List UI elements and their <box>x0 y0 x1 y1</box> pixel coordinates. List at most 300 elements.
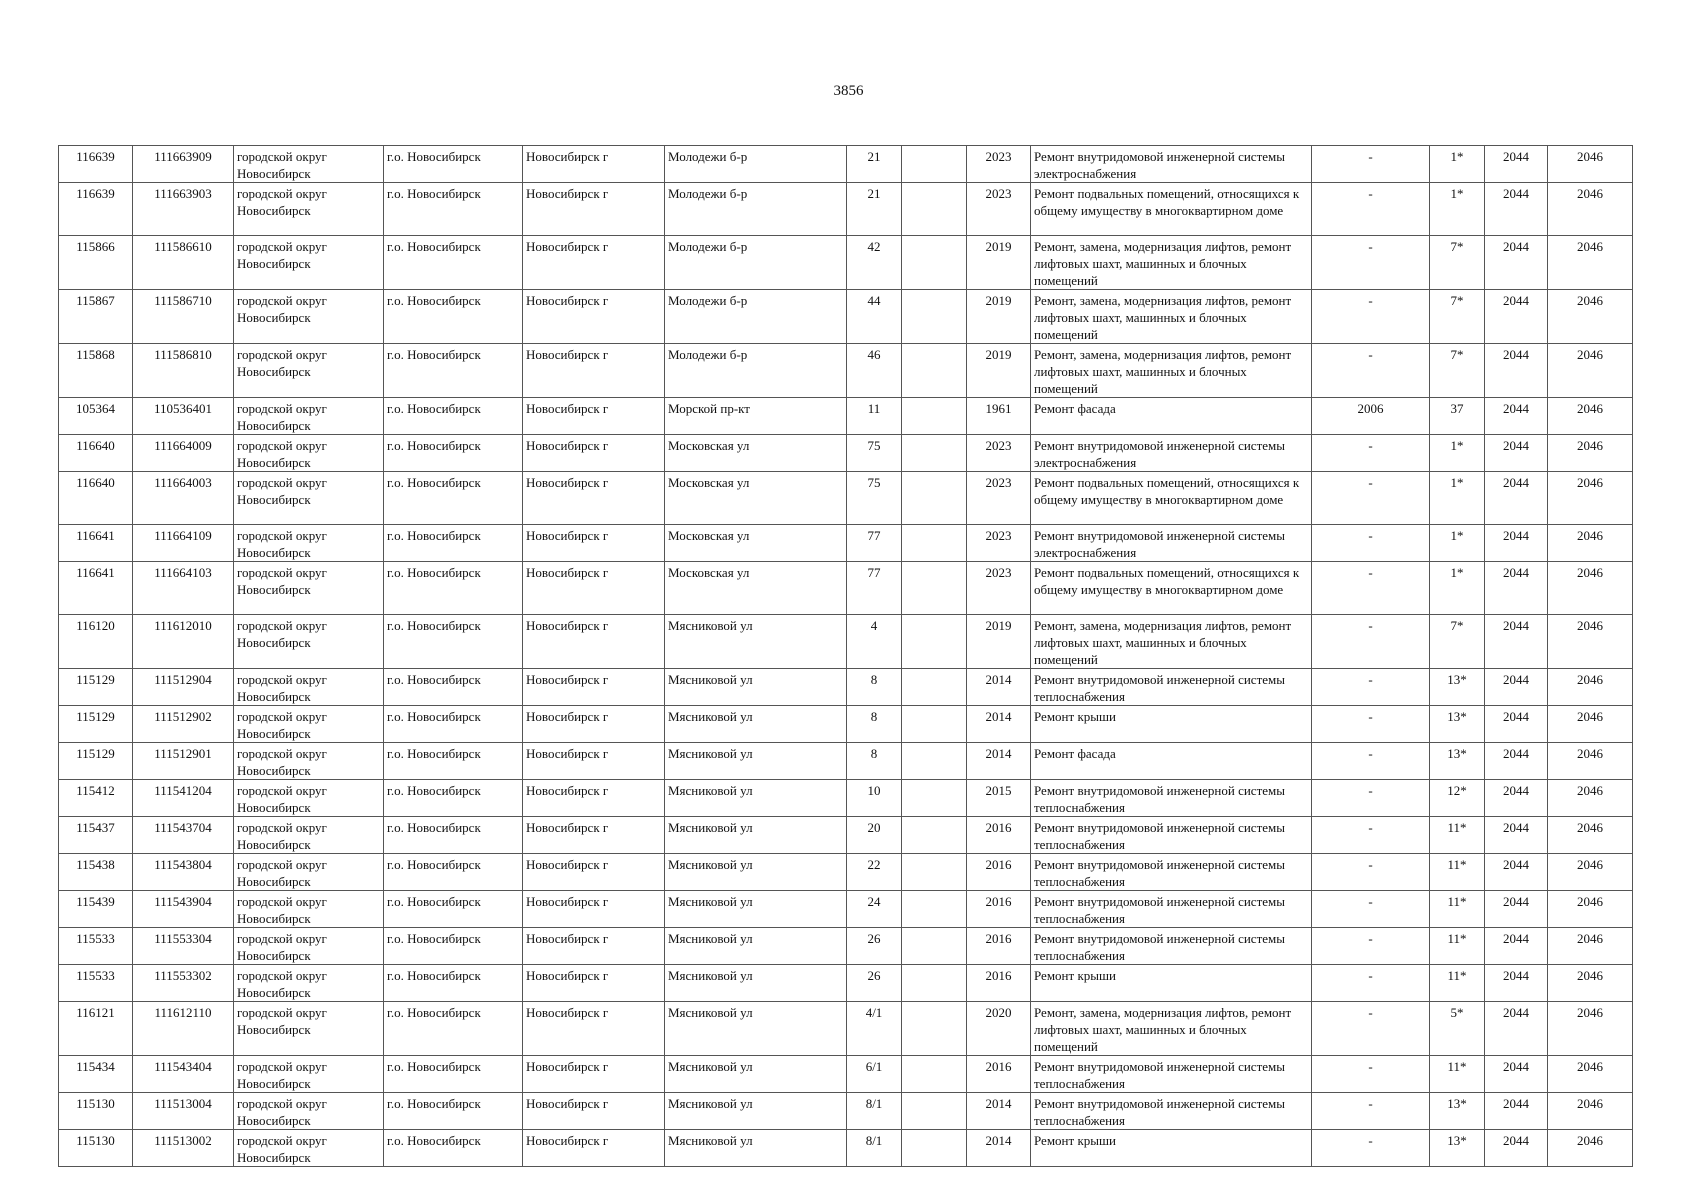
cell-plan-end-year: 2046 <box>1548 290 1633 344</box>
cell-work-id: 111553304 <box>133 928 234 965</box>
cell-building <box>902 965 967 1002</box>
cell-work-id: 111612110 <box>133 1002 234 1056</box>
cell-building <box>902 146 967 183</box>
table-row <box>59 965 1633 1002</box>
cell-building <box>902 472 967 525</box>
cell-district: г.о. Новосибирск <box>384 854 523 891</box>
cell-house-id: 116121 <box>59 1002 133 1056</box>
cell-city: Новосибирск г <box>523 1130 665 1167</box>
cell-commission-year: 2016 <box>967 817 1031 854</box>
cell-plan-start-year: 2044 <box>1485 706 1548 743</box>
cell-city: Новосибирск г <box>523 965 665 1002</box>
cell-city: Новосибирск г <box>523 743 665 780</box>
cell-last-repair-year: - <box>1312 435 1430 472</box>
cell-district: г.о. Новосибирск <box>384 525 523 562</box>
cell-plan-end-year: 2046 <box>1548 669 1633 706</box>
cell-last-repair-year: - <box>1312 928 1430 965</box>
cell-work-id: 111664003 <box>133 472 234 525</box>
cell-commission-year: 2020 <box>967 1002 1031 1056</box>
cell-house-number: 6/1 <box>847 1056 902 1093</box>
cell-house-id: 115129 <box>59 669 133 706</box>
cell-plan-end-year: 2046 <box>1548 236 1633 290</box>
cell-plan-end-year: 2046 <box>1548 706 1633 743</box>
cell-commission-year: 2014 <box>967 1130 1031 1167</box>
cell-municipality: городской округ Новосибирск <box>234 965 384 1002</box>
cell-wear-value: 1* <box>1430 472 1485 525</box>
table-row <box>59 183 1633 236</box>
cell-plan-start-year: 2044 <box>1485 615 1548 669</box>
table-row <box>59 1056 1633 1093</box>
cell-city: Новосибирск г <box>523 615 665 669</box>
cell-wear-value: 11* <box>1430 928 1485 965</box>
cell-district: г.о. Новосибирск <box>384 183 523 236</box>
cell-house-number: 77 <box>847 525 902 562</box>
cell-municipality: городской округ Новосибирск <box>234 562 384 615</box>
cell-last-repair-year: - <box>1312 743 1430 780</box>
cell-city: Новосибирск г <box>523 236 665 290</box>
cell-work-id: 111513002 <box>133 1130 234 1167</box>
cell-wear-value: 13* <box>1430 743 1485 780</box>
cell-commission-year: 2016 <box>967 854 1031 891</box>
cell-district: г.о. Новосибирск <box>384 398 523 435</box>
cell-commission-year: 2016 <box>967 928 1031 965</box>
cell-district: г.о. Новосибирск <box>384 780 523 817</box>
cell-house-number: 8 <box>847 706 902 743</box>
cell-building <box>902 743 967 780</box>
cell-city: Новосибирск г <box>523 344 665 398</box>
cell-plan-end-year: 2046 <box>1548 525 1633 562</box>
cell-last-repair-year: 2006 <box>1312 398 1430 435</box>
cell-house-number: 24 <box>847 891 902 928</box>
cell-work-type: Ремонт внутридомовой инженерной системы теплоснабжения <box>1031 928 1312 965</box>
cell-work-type: Ремонт, замена, модернизация лифтов, ремонт лифтовых шахт, машинных и блочных помещений <box>1031 344 1312 398</box>
cell-house-id: 116641 <box>59 562 133 615</box>
cell-street: Мясниковой ул <box>665 706 847 743</box>
cell-building <box>902 1056 967 1093</box>
cell-house-number: 20 <box>847 817 902 854</box>
cell-city: Новосибирск г <box>523 891 665 928</box>
register-body <box>59 146 1633 1167</box>
cell-commission-year: 2014 <box>967 1093 1031 1130</box>
cell-plan-start-year: 2044 <box>1485 928 1548 965</box>
cell-district: г.о. Новосибирск <box>384 965 523 1002</box>
cell-last-repair-year: - <box>1312 344 1430 398</box>
cell-building <box>902 928 967 965</box>
cell-house-id: 115129 <box>59 706 133 743</box>
cell-city: Новосибирск г <box>523 562 665 615</box>
cell-work-id: 111586610 <box>133 236 234 290</box>
cell-municipality: городской округ Новосибирск <box>234 1002 384 1056</box>
cell-city: Новосибирск г <box>523 146 665 183</box>
table-row <box>59 743 1633 780</box>
cell-commission-year: 2019 <box>967 615 1031 669</box>
cell-plan-end-year: 2046 <box>1548 146 1633 183</box>
register-table <box>58 145 1633 1167</box>
cell-commission-year: 2019 <box>967 236 1031 290</box>
cell-municipality: городской округ Новосибирск <box>234 854 384 891</box>
cell-building <box>902 236 967 290</box>
table-row <box>59 236 1633 290</box>
cell-plan-start-year: 2044 <box>1485 146 1548 183</box>
table-row <box>59 525 1633 562</box>
cell-building <box>902 435 967 472</box>
cell-house-id: 115412 <box>59 780 133 817</box>
cell-district: г.о. Новосибирск <box>384 928 523 965</box>
cell-work-type: Ремонт крыши <box>1031 1130 1312 1167</box>
cell-building <box>902 1093 967 1130</box>
cell-city: Новосибирск г <box>523 669 665 706</box>
cell-plan-end-year: 2046 <box>1548 1093 1633 1130</box>
cell-work-type: Ремонт фасада <box>1031 743 1312 780</box>
cell-work-type: Ремонт, замена, модернизация лифтов, ремонт лифтовых шахт, машинных и блочных помещений <box>1031 290 1312 344</box>
cell-building <box>902 562 967 615</box>
cell-house-number: 10 <box>847 780 902 817</box>
table-row <box>59 706 1633 743</box>
cell-street: Молодежи б-р <box>665 290 847 344</box>
cell-plan-start-year: 2044 <box>1485 435 1548 472</box>
cell-house-number: 4 <box>847 615 902 669</box>
table-row <box>59 472 1633 525</box>
cell-plan-end-year: 2046 <box>1548 562 1633 615</box>
cell-municipality: городской округ Новосибирск <box>234 472 384 525</box>
cell-wear-value: 1* <box>1430 183 1485 236</box>
cell-work-type: Ремонт подвальных помещений, относящихся к общему имуществу в многоквартирном доме <box>1031 472 1312 525</box>
cell-municipality: городской округ Новосибирск <box>234 928 384 965</box>
cell-municipality: городской округ Новосибирск <box>234 615 384 669</box>
cell-last-repair-year: - <box>1312 146 1430 183</box>
cell-work-type: Ремонт, замена, модернизация лифтов, ремонт лифтовых шахт, машинных и блочных помещений <box>1031 615 1312 669</box>
cell-house-id: 115129 <box>59 743 133 780</box>
cell-building <box>902 1130 967 1167</box>
cell-commission-year: 2015 <box>967 780 1031 817</box>
cell-plan-end-year: 2046 <box>1548 472 1633 525</box>
cell-commission-year: 2014 <box>967 743 1031 780</box>
cell-building <box>902 615 967 669</box>
cell-district: г.о. Новосибирск <box>384 615 523 669</box>
table-row <box>59 290 1633 344</box>
cell-street: Мясниковой ул <box>665 780 847 817</box>
cell-last-repair-year: - <box>1312 817 1430 854</box>
cell-work-id: 111513004 <box>133 1093 234 1130</box>
cell-wear-value: 13* <box>1430 1093 1485 1130</box>
cell-house-number: 8/1 <box>847 1093 902 1130</box>
cell-wear-value: 13* <box>1430 669 1485 706</box>
cell-city: Новосибирск г <box>523 1056 665 1093</box>
cell-last-repair-year: - <box>1312 706 1430 743</box>
table-row <box>59 780 1633 817</box>
cell-district: г.о. Новосибирск <box>384 1056 523 1093</box>
cell-building <box>902 780 967 817</box>
cell-street: Морской пр-кт <box>665 398 847 435</box>
cell-municipality: городской округ Новосибирск <box>234 183 384 236</box>
cell-city: Новосибирск г <box>523 928 665 965</box>
cell-work-type: Ремонт внутридомовой инженерной системы теплоснабжения <box>1031 891 1312 928</box>
cell-city: Новосибирск г <box>523 472 665 525</box>
table-row <box>59 1130 1633 1167</box>
cell-district: г.о. Новосибирск <box>384 743 523 780</box>
cell-wear-value: 37 <box>1430 398 1485 435</box>
cell-wear-value: 7* <box>1430 615 1485 669</box>
cell-house-id: 115130 <box>59 1093 133 1130</box>
cell-house-number: 77 <box>847 562 902 615</box>
cell-work-type: Ремонт внутридомовой инженерной системы электроснабжения <box>1031 435 1312 472</box>
cell-house-number: 42 <box>847 236 902 290</box>
table-row <box>59 435 1633 472</box>
table-row <box>59 344 1633 398</box>
cell-last-repair-year: - <box>1312 669 1430 706</box>
cell-wear-value: 7* <box>1430 236 1485 290</box>
cell-district: г.о. Новосибирск <box>384 146 523 183</box>
cell-work-type: Ремонт внутридомовой инженерной системы теплоснабжения <box>1031 669 1312 706</box>
cell-work-id: 111543704 <box>133 817 234 854</box>
cell-street: Мясниковой ул <box>665 965 847 1002</box>
cell-wear-value: 11* <box>1430 1056 1485 1093</box>
table-row <box>59 854 1633 891</box>
cell-commission-year: 2023 <box>967 472 1031 525</box>
cell-work-type: Ремонт подвальных помещений, относящихся к общему имуществу в многоквартирном доме <box>1031 183 1312 236</box>
cell-house-number: 44 <box>847 290 902 344</box>
cell-building <box>902 669 967 706</box>
cell-street: Мясниковой ул <box>665 928 847 965</box>
cell-commission-year: 2016 <box>967 1056 1031 1093</box>
cell-last-repair-year: - <box>1312 1002 1430 1056</box>
cell-plan-start-year: 2044 <box>1485 562 1548 615</box>
cell-street: Мясниковой ул <box>665 669 847 706</box>
cell-work-id: 111553302 <box>133 965 234 1002</box>
cell-district: г.о. Новосибирск <box>384 817 523 854</box>
cell-plan-end-year: 2046 <box>1548 1056 1633 1093</box>
cell-city: Новосибирск г <box>523 1002 665 1056</box>
cell-house-id: 115439 <box>59 891 133 928</box>
cell-plan-start-year: 2044 <box>1485 1056 1548 1093</box>
cell-work-type: Ремонт, замена, модернизация лифтов, ремонт лифтовых шахт, машинных и блочных помещений <box>1031 1002 1312 1056</box>
cell-street: Московская ул <box>665 562 847 615</box>
cell-work-id: 111664009 <box>133 435 234 472</box>
table-row <box>59 1002 1633 1056</box>
cell-municipality: городской округ Новосибирск <box>234 743 384 780</box>
cell-district: г.о. Новосибирск <box>384 1130 523 1167</box>
cell-work-id: 110536401 <box>133 398 234 435</box>
cell-district: г.о. Новосибирск <box>384 669 523 706</box>
cell-street: Московская ул <box>665 472 847 525</box>
cell-plan-end-year: 2046 <box>1548 1130 1633 1167</box>
cell-street: Московская ул <box>665 525 847 562</box>
table-row <box>59 891 1633 928</box>
cell-plan-start-year: 2044 <box>1485 472 1548 525</box>
cell-district: г.о. Новосибирск <box>384 891 523 928</box>
cell-plan-start-year: 2044 <box>1485 1130 1548 1167</box>
cell-municipality: городской округ Новосибирск <box>234 344 384 398</box>
cell-district: г.о. Новосибирск <box>384 236 523 290</box>
cell-last-repair-year: - <box>1312 1056 1430 1093</box>
cell-commission-year: 2019 <box>967 344 1031 398</box>
cell-wear-value: 1* <box>1430 146 1485 183</box>
cell-last-repair-year: - <box>1312 965 1430 1002</box>
cell-house-number: 8/1 <box>847 1130 902 1167</box>
cell-commission-year: 2016 <box>967 891 1031 928</box>
cell-house-id: 116640 <box>59 472 133 525</box>
cell-house-number: 8 <box>847 743 902 780</box>
cell-municipality: городской округ Новосибирск <box>234 1056 384 1093</box>
cell-street: Мясниковой ул <box>665 1056 847 1093</box>
cell-house-number: 4/1 <box>847 1002 902 1056</box>
cell-municipality: городской округ Новосибирск <box>234 290 384 344</box>
cell-house-id: 116639 <box>59 183 133 236</box>
cell-last-repair-year: - <box>1312 472 1430 525</box>
cell-street: Мясниковой ул <box>665 1130 847 1167</box>
cell-house-id: 115533 <box>59 965 133 1002</box>
cell-work-id: 111586710 <box>133 290 234 344</box>
cell-wear-value: 11* <box>1430 891 1485 928</box>
cell-commission-year: 2019 <box>967 290 1031 344</box>
cell-municipality: городской округ Новосибирск <box>234 891 384 928</box>
cell-building <box>902 891 967 928</box>
cell-plan-start-year: 2044 <box>1485 854 1548 891</box>
cell-work-id: 111612010 <box>133 615 234 669</box>
cell-last-repair-year: - <box>1312 854 1430 891</box>
cell-wear-value: 7* <box>1430 344 1485 398</box>
cell-building <box>902 854 967 891</box>
cell-city: Новосибирск г <box>523 1093 665 1130</box>
cell-building <box>902 398 967 435</box>
cell-building <box>902 1002 967 1056</box>
cell-work-id: 111543904 <box>133 891 234 928</box>
page-number: 3856 <box>833 83 864 99</box>
cell-street: Мясниковой ул <box>665 854 847 891</box>
table-row <box>59 615 1633 669</box>
cell-house-id: 116640 <box>59 435 133 472</box>
cell-house-number: 46 <box>847 344 902 398</box>
cell-city: Новосибирск г <box>523 817 665 854</box>
cell-municipality: городской округ Новосибирск <box>234 435 384 472</box>
cell-plan-start-year: 2044 <box>1485 344 1548 398</box>
cell-plan-start-year: 2044 <box>1485 780 1548 817</box>
cell-municipality: городской округ Новосибирск <box>234 236 384 290</box>
cell-wear-value: 5* <box>1430 1002 1485 1056</box>
cell-district: г.о. Новосибирск <box>384 1002 523 1056</box>
cell-district: г.о. Новосибирск <box>384 1093 523 1130</box>
cell-plan-end-year: 2046 <box>1548 780 1633 817</box>
cell-wear-value: 1* <box>1430 435 1485 472</box>
cell-house-number: 75 <box>847 435 902 472</box>
cell-plan-end-year: 2046 <box>1548 965 1633 1002</box>
cell-house-number: 21 <box>847 146 902 183</box>
cell-last-repair-year: - <box>1312 780 1430 817</box>
cell-work-type: Ремонт подвальных помещений, относящихся к общему имуществу в многоквартирном доме <box>1031 562 1312 615</box>
cell-plan-start-year: 2044 <box>1485 1002 1548 1056</box>
cell-wear-value: 11* <box>1430 817 1485 854</box>
cell-building <box>902 525 967 562</box>
cell-plan-start-year: 2044 <box>1485 290 1548 344</box>
cell-building <box>902 706 967 743</box>
cell-city: Новосибирск г <box>523 780 665 817</box>
cell-work-type: Ремонт внутридомовой инженерной системы теплоснабжения <box>1031 1056 1312 1093</box>
cell-wear-value: 13* <box>1430 1130 1485 1167</box>
cell-work-type: Ремонт, замена, модернизация лифтов, ремонт лифтовых шахт, машинных и блочных помещений <box>1031 236 1312 290</box>
cell-district: г.о. Новосибирск <box>384 435 523 472</box>
cell-municipality: городской округ Новосибирск <box>234 669 384 706</box>
cell-commission-year: 2016 <box>967 965 1031 1002</box>
cell-wear-value: 13* <box>1430 706 1485 743</box>
cell-wear-value: 7* <box>1430 290 1485 344</box>
table-row <box>59 562 1633 615</box>
cell-building <box>902 290 967 344</box>
cell-work-type: Ремонт крыши <box>1031 965 1312 1002</box>
cell-city: Новосибирск г <box>523 398 665 435</box>
cell-municipality: городской округ Новосибирск <box>234 146 384 183</box>
cell-building <box>902 817 967 854</box>
cell-house-number: 8 <box>847 669 902 706</box>
cell-house-id: 115533 <box>59 928 133 965</box>
cell-street: Мясниковой ул <box>665 743 847 780</box>
cell-street: Молодежи б-р <box>665 236 847 290</box>
cell-house-id: 115867 <box>59 290 133 344</box>
cell-plan-end-year: 2046 <box>1548 344 1633 398</box>
cell-district: г.о. Новосибирск <box>384 562 523 615</box>
cell-work-id: 111664109 <box>133 525 234 562</box>
cell-district: г.о. Новосибирск <box>384 706 523 743</box>
cell-work-id: 111543804 <box>133 854 234 891</box>
cell-plan-start-year: 2044 <box>1485 1093 1548 1130</box>
cell-work-id: 111512902 <box>133 706 234 743</box>
cell-street: Мясниковой ул <box>665 817 847 854</box>
cell-last-repair-year: - <box>1312 525 1430 562</box>
cell-house-number: 11 <box>847 398 902 435</box>
cell-work-id: 111541204 <box>133 780 234 817</box>
cell-commission-year: 2023 <box>967 183 1031 236</box>
cell-work-id: 111512901 <box>133 743 234 780</box>
cell-work-type: Ремонт внутридомовой инженерной системы теплоснабжения <box>1031 1093 1312 1130</box>
cell-plan-end-year: 2046 <box>1548 398 1633 435</box>
cell-work-id: 111543404 <box>133 1056 234 1093</box>
cell-plan-end-year: 2046 <box>1548 891 1633 928</box>
cell-last-repair-year: - <box>1312 615 1430 669</box>
cell-work-id: 111664103 <box>133 562 234 615</box>
cell-street: Молодежи б-р <box>665 344 847 398</box>
cell-municipality: городской округ Новосибирск <box>234 706 384 743</box>
cell-city: Новосибирск г <box>523 525 665 562</box>
cell-commission-year: 2023 <box>967 525 1031 562</box>
cell-house-number: 26 <box>847 928 902 965</box>
cell-plan-end-year: 2046 <box>1548 1002 1633 1056</box>
cell-plan-start-year: 2044 <box>1485 525 1548 562</box>
cell-last-repair-year: - <box>1312 891 1430 928</box>
cell-street: Мясниковой ул <box>665 1093 847 1130</box>
cell-municipality: городской округ Новосибирск <box>234 1130 384 1167</box>
cell-plan-start-year: 2044 <box>1485 669 1548 706</box>
cell-work-type: Ремонт внутридомовой инженерной системы электроснабжения <box>1031 525 1312 562</box>
cell-last-repair-year: - <box>1312 1130 1430 1167</box>
cell-house-id: 105364 <box>59 398 133 435</box>
table-row <box>59 146 1633 183</box>
cell-house-id: 115130 <box>59 1130 133 1167</box>
cell-plan-end-year: 2046 <box>1548 928 1633 965</box>
cell-building <box>902 183 967 236</box>
cell-last-repair-year: - <box>1312 1093 1430 1130</box>
cell-plan-end-year: 2046 <box>1548 854 1633 891</box>
cell-work-type: Ремонт внутридомовой инженерной системы теплоснабжения <box>1031 817 1312 854</box>
cell-commission-year: 2023 <box>967 435 1031 472</box>
cell-district: г.о. Новосибирск <box>384 344 523 398</box>
cell-plan-start-year: 2044 <box>1485 965 1548 1002</box>
cell-plan-start-year: 2044 <box>1485 183 1548 236</box>
cell-plan-end-year: 2046 <box>1548 615 1633 669</box>
cell-work-type: Ремонт крыши <box>1031 706 1312 743</box>
cell-plan-end-year: 2046 <box>1548 435 1633 472</box>
cell-wear-value: 12* <box>1430 780 1485 817</box>
cell-house-number: 26 <box>847 965 902 1002</box>
cell-house-id: 116641 <box>59 525 133 562</box>
